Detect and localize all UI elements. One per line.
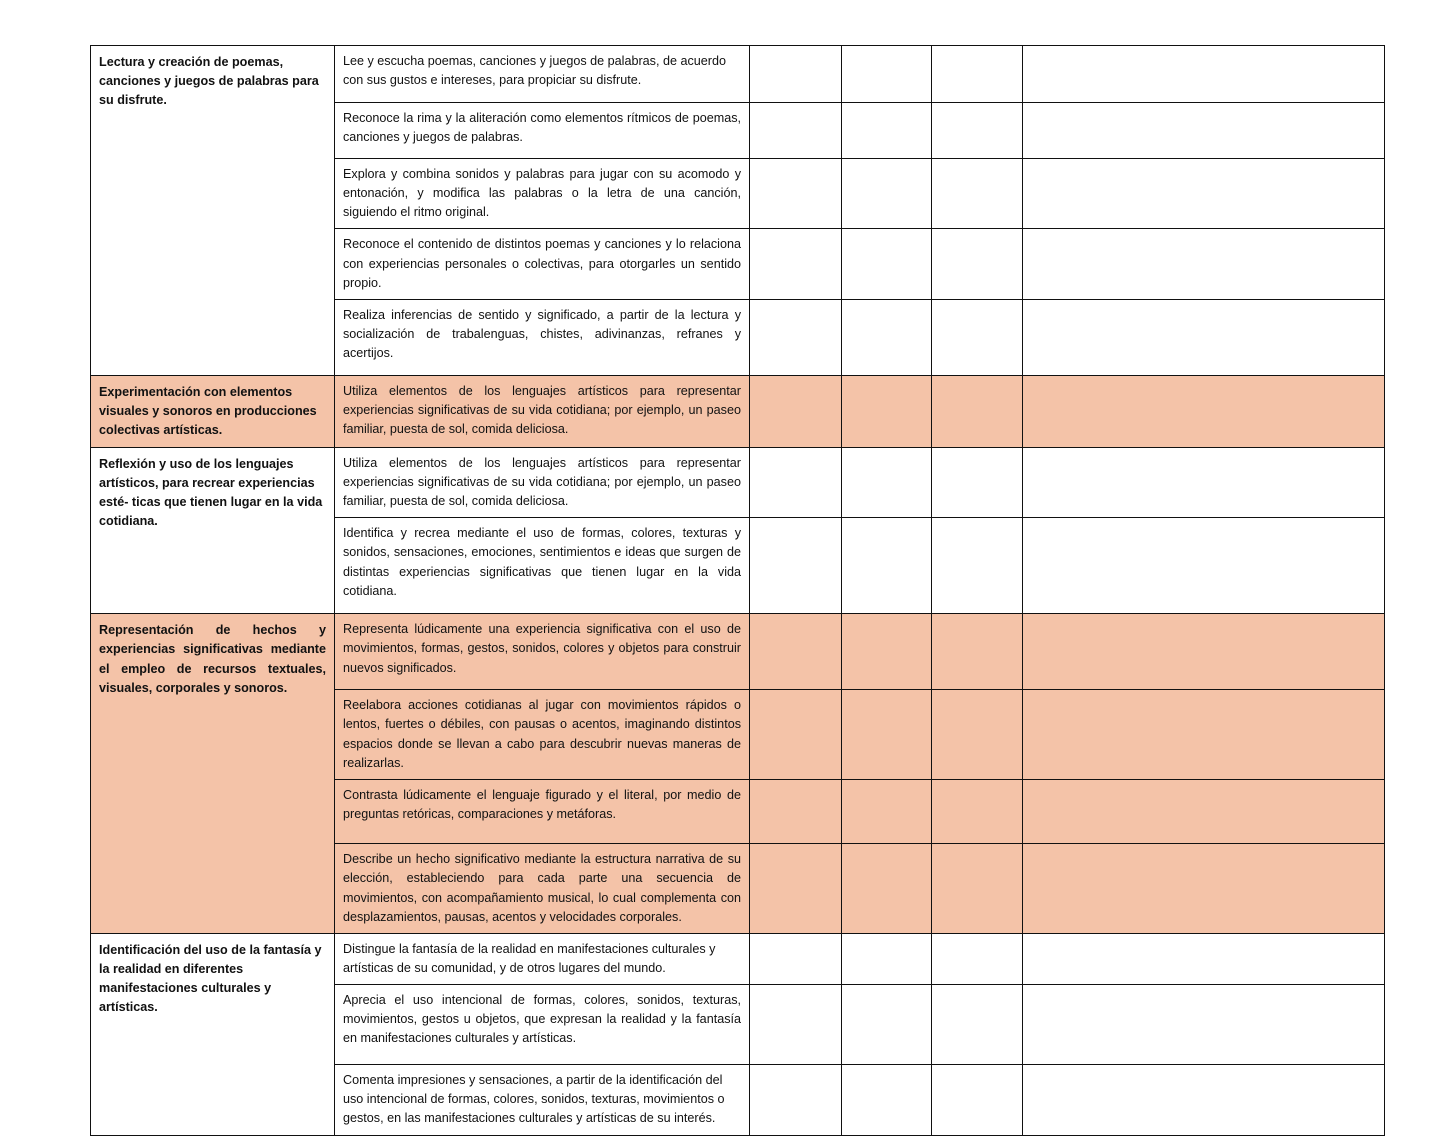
assessment-mark-cell-1[interactable] xyxy=(750,1065,842,1135)
learning-outcome-cell: Distingue la fantasía de la realidad en manifestaciones culturales y artísticas de su comunidad, y de otros lugares del mundo. xyxy=(335,933,750,984)
assessment-mark-cell-3[interactable] xyxy=(932,299,1023,375)
table-row xyxy=(91,614,1385,690)
learning-outcome-cell: Representa lúdicamente una experiencia significativa con el uso de movimientos, formas, gestos, sonidos, colores y objetos para construir nuevos significados. xyxy=(335,614,750,690)
curriculum-table-body xyxy=(91,46,1385,1136)
assessment-mark-cell-3[interactable] xyxy=(932,375,1023,447)
learning-outcome-cell: Reconoce el contenido de distintos poemas y canciones y lo relaciona con experiencias personales o colectivas, para otorgarles un sentido propio. xyxy=(335,229,750,299)
table-row xyxy=(91,447,1385,517)
observations-cell[interactable] xyxy=(1023,103,1385,159)
assessment-mark-cell-1[interactable] xyxy=(750,159,842,229)
assessment-mark-cell-2[interactable] xyxy=(842,159,932,229)
observations-cell[interactable] xyxy=(1023,614,1385,690)
observations-cell[interactable] xyxy=(1023,299,1385,375)
learning-outcome-cell: Utiliza elementos de los lenguajes artísticos para representar experiencias significativas de su vida cotidiana; por ejemplo, un paseo familiar, puesta de sol, comida deliciosa. xyxy=(335,447,750,517)
table-row xyxy=(91,46,1385,103)
assessment-mark-cell-1[interactable] xyxy=(750,375,842,447)
assessment-mark-cell-2[interactable] xyxy=(842,46,932,103)
assessment-mark-cell-2[interactable] xyxy=(842,518,932,614)
curriculum-table xyxy=(90,45,1385,1136)
learning-outcome-cell: Reconoce la rima y la aliteración como elementos rítmicos de poemas, canciones y juegos de palabras. xyxy=(335,103,750,159)
assessment-mark-cell-2[interactable] xyxy=(842,1065,932,1135)
assessment-mark-cell-1[interactable] xyxy=(750,690,842,780)
observations-cell[interactable] xyxy=(1023,1065,1385,1135)
assessment-mark-cell-3[interactable] xyxy=(932,780,1023,844)
observations-cell[interactable] xyxy=(1023,933,1385,984)
learning-outcome-cell: Lee y escucha poemas, canciones y juegos de palabras, de acuerdo con sus gustos e intereses, para propiciar su disfrute. xyxy=(335,46,750,103)
assessment-mark-cell-3[interactable] xyxy=(932,229,1023,299)
learning-outcome-cell: Contrasta lúdicamente el lenguaje figurado y el literal, por medio de preguntas retóricas, comparaciones y metáforas. xyxy=(335,780,750,844)
observations-cell[interactable] xyxy=(1023,46,1385,103)
observations-cell[interactable] xyxy=(1023,844,1385,934)
assessment-mark-cell-1[interactable] xyxy=(750,103,842,159)
assessment-mark-cell-1[interactable] xyxy=(750,933,842,984)
assessment-mark-cell-1[interactable] xyxy=(750,46,842,103)
observations-cell[interactable] xyxy=(1023,375,1385,447)
assessment-mark-cell-1[interactable] xyxy=(750,614,842,690)
assessment-mark-cell-2[interactable] xyxy=(842,103,932,159)
learning-outcome-cell: Describe un hecho significativo mediante la estructura narrativa de su elección, estableciendo para cada parte una secuencia de movimientos, con acompañamiento musical, lo cual complementa con desplazamientos, pausas, acentos y velocidades corporales. xyxy=(335,844,750,934)
observations-cell[interactable] xyxy=(1023,447,1385,517)
assessment-mark-cell-3[interactable] xyxy=(932,518,1023,614)
assessment-mark-cell-1[interactable] xyxy=(750,229,842,299)
observations-cell[interactable] xyxy=(1023,780,1385,844)
assessment-mark-cell-2[interactable] xyxy=(842,844,932,934)
content-cell: Experimentación con elementos visuales y sonoros en producciones colectivas artísticas. xyxy=(91,375,335,447)
assessment-mark-cell-3[interactable] xyxy=(932,985,1023,1065)
observations-cell[interactable] xyxy=(1023,229,1385,299)
learning-outcome-cell: Reelabora acciones cotidianas al jugar con movimientos rápidos o lentos, fuertes o débiles, con pausas o acentos, imaginando distintos espacios donde se llevan a cabo para descubrir nuevas maneras de realizarlas. xyxy=(335,690,750,780)
content-cell: Representación de hechos y experiencias significativas mediante el empleo de recursos textuales, visuales, corporales y sonoros. xyxy=(91,614,335,934)
table-row xyxy=(91,375,1385,447)
learning-outcome-cell: Explora y combina sonidos y palabras para jugar con su acomodo y entonación, y modifica las palabras o la letra de una canción, siguiendo el ritmo original. xyxy=(335,159,750,229)
assessment-mark-cell-1[interactable] xyxy=(750,447,842,517)
assessment-mark-cell-3[interactable] xyxy=(932,844,1023,934)
assessment-mark-cell-2[interactable] xyxy=(842,780,932,844)
learning-outcome-cell: Identifica y recrea mediante el uso de formas, colores, texturas y sonidos, sensaciones, emociones, sentimientos e ideas que surgen de distintas experiencias significativas que tienen lugar en la vida cotidiana. xyxy=(335,518,750,614)
assessment-mark-cell-3[interactable] xyxy=(932,1065,1023,1135)
assessment-mark-cell-2[interactable] xyxy=(842,614,932,690)
observations-cell[interactable] xyxy=(1023,985,1385,1065)
learning-outcome-cell: Utiliza elementos de los lenguajes artísticos para representar experiencias significativas de su vida cotidiana; por ejemplo, un paseo familiar, puesta de sol, comida deliciosa. xyxy=(335,375,750,447)
content-cell: Lectura y creación de poemas, canciones y juegos de palabras para su disfrute. xyxy=(91,46,335,376)
assessment-mark-cell-2[interactable] xyxy=(842,299,932,375)
observations-cell[interactable] xyxy=(1023,159,1385,229)
assessment-mark-cell-3[interactable] xyxy=(932,933,1023,984)
assessment-mark-cell-3[interactable] xyxy=(932,447,1023,517)
table-row xyxy=(91,933,1385,984)
assessment-mark-cell-1[interactable] xyxy=(750,299,842,375)
observations-cell[interactable] xyxy=(1023,518,1385,614)
assessment-mark-cell-3[interactable] xyxy=(932,690,1023,780)
assessment-mark-cell-1[interactable] xyxy=(750,780,842,844)
assessment-mark-cell-3[interactable] xyxy=(932,46,1023,103)
assessment-mark-cell-3[interactable] xyxy=(932,103,1023,159)
assessment-mark-cell-3[interactable] xyxy=(932,159,1023,229)
assessment-mark-cell-1[interactable] xyxy=(750,844,842,934)
content-cell: Reflexión y uso de los lenguajes artísticos, para recrear experiencias esté- ticas que tienen lugar en la vida cotidiana. xyxy=(91,447,335,613)
learning-outcome-cell: Aprecia el uso intencional de formas, colores, sonidos, texturas, movimientos, gestos u objetos, que expresan la realidad y la fantasía en manifestaciones culturales y artísticas. xyxy=(335,985,750,1065)
assessment-mark-cell-2[interactable] xyxy=(842,375,932,447)
assessment-mark-cell-2[interactable] xyxy=(842,447,932,517)
assessment-mark-cell-1[interactable] xyxy=(750,518,842,614)
content-cell: Identificación del uso de la fantasía y la realidad en diferentes manifestaciones culturales y artísticas. xyxy=(91,933,335,1135)
observations-cell[interactable] xyxy=(1023,690,1385,780)
assessment-mark-cell-2[interactable] xyxy=(842,229,932,299)
assessment-mark-cell-2[interactable] xyxy=(842,985,932,1065)
learning-outcome-cell: Realiza inferencias de sentido y significado, a partir de la lectura y socialización de trabalenguas, chistes, adivinanzas, refranes y acertijos. xyxy=(335,299,750,375)
assessment-mark-cell-3[interactable] xyxy=(932,614,1023,690)
assessment-mark-cell-2[interactable] xyxy=(842,933,932,984)
assessment-mark-cell-2[interactable] xyxy=(842,690,932,780)
assessment-mark-cell-1[interactable] xyxy=(750,985,842,1065)
learning-outcome-cell: Comenta impresiones y sensaciones, a partir de la identificación del uso intencional de formas, colores, sonidos, texturas, movimientos o gestos, en las manifestaciones culturales y artísticas de su interés. xyxy=(335,1065,750,1135)
